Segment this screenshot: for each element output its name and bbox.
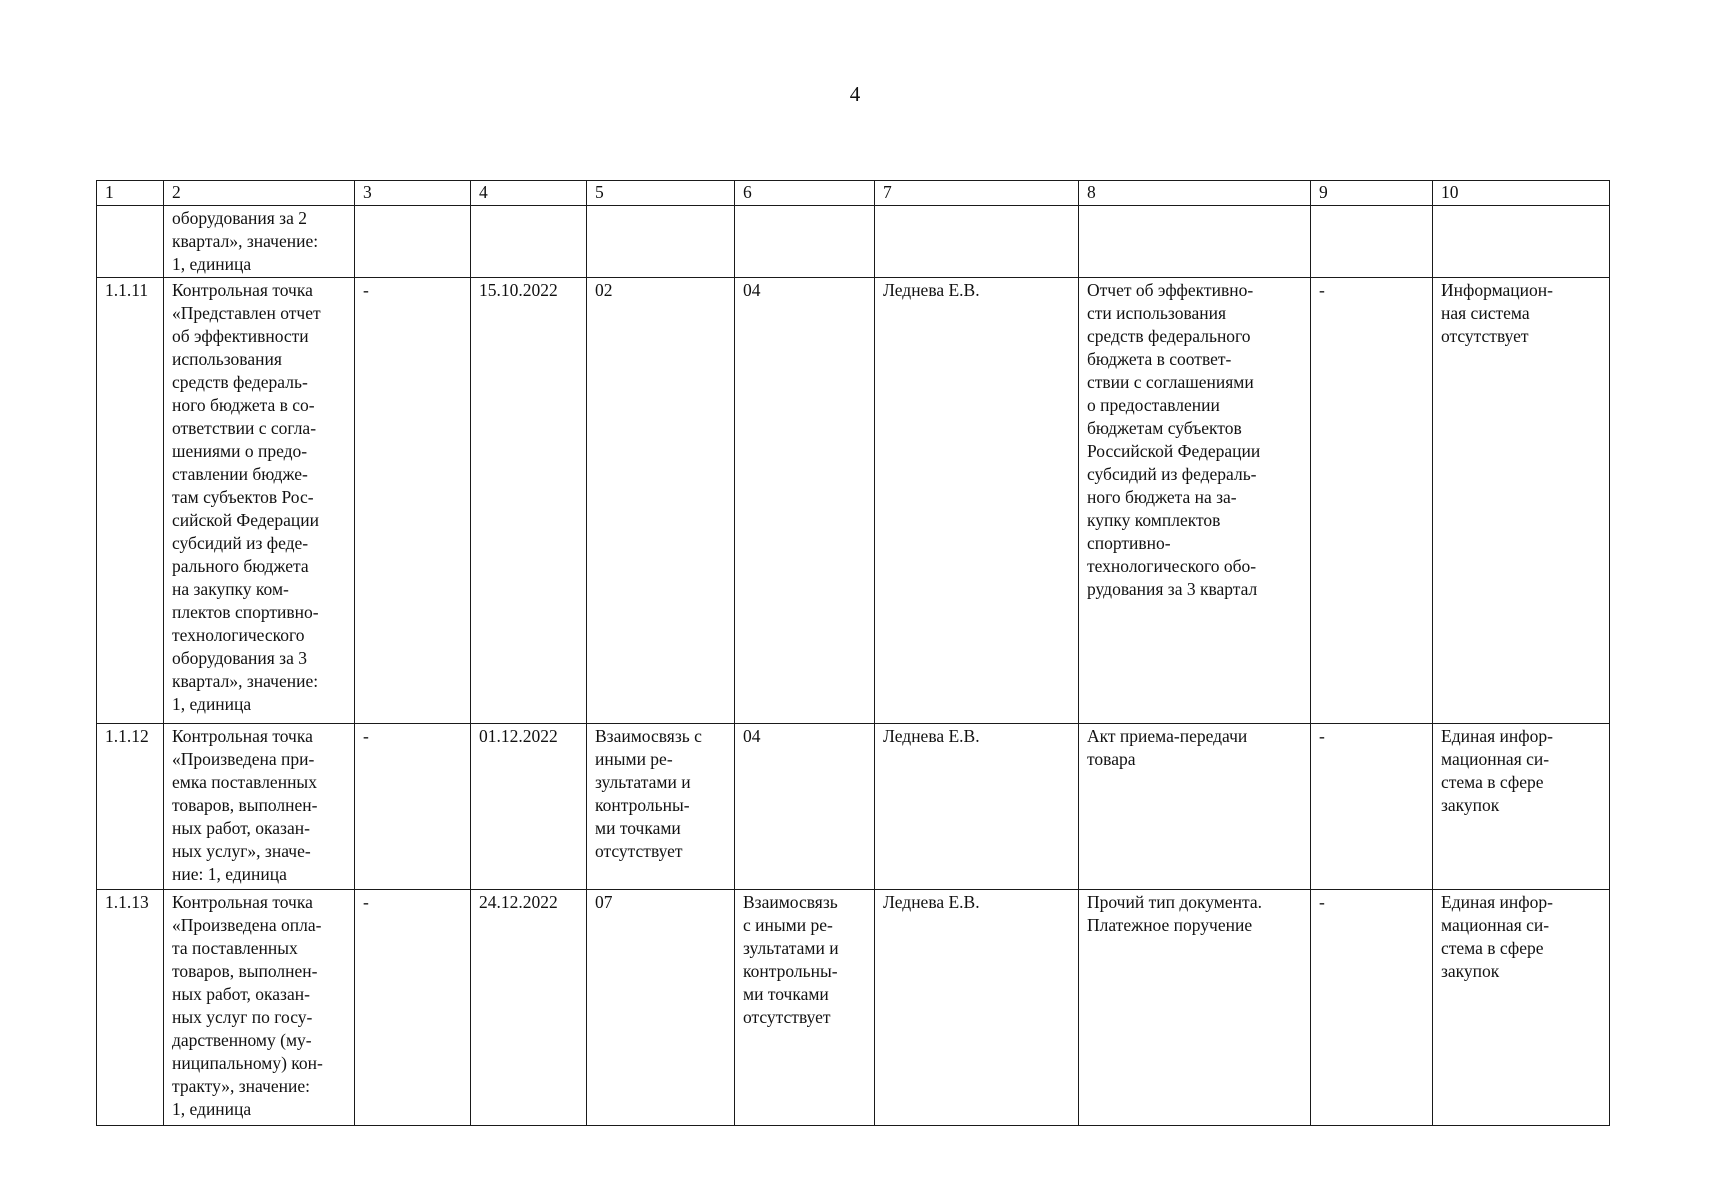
column-number: 8 <box>1079 181 1311 206</box>
cell-col5 <box>587 206 735 278</box>
control-point-name: Контрольная точка «Произведена при- емка поставленных товаров, выполнен- ных работ, оказан- ных услуг», значе- ние: 1, единица <box>164 724 355 890</box>
column-number: 6 <box>735 181 875 206</box>
control-points-table <box>96 180 1610 1126</box>
page-number: 4 <box>849 82 861 106</box>
cell-col6: Взаимосвязь с иными ре- зультатами и контрольны- ми точками отсутствует <box>735 890 875 1126</box>
cell-col5: 02 <box>587 278 735 724</box>
control-point-name: Контрольная точка «Представлен отчет об эффективности использования средств федераль- ного бюджета в со- ответствии с согла- шениями о предо- ставлении бюдже- там субъектов Рос- сийской Федерации субсидий из феде- рального бюджета на закупку ком- плектов спортивно- технологического оборудования за 3 квартал», значение: 1, единица <box>164 278 355 724</box>
document-type: Прочий тип документа. Платежное поручение <box>1079 890 1311 1126</box>
column-number: 9 <box>1311 181 1433 206</box>
row-number: 1.1.13 <box>97 890 164 1126</box>
cell-col3: - <box>355 278 471 724</box>
responsible-person <box>875 206 1079 278</box>
deadline-date: 24.12.2022 <box>471 890 587 1126</box>
column-number: 10 <box>1433 181 1610 206</box>
column-number: 1 <box>97 181 164 206</box>
information-system: Информацион- ная система отсутствует <box>1433 278 1610 724</box>
table-row <box>97 206 1610 278</box>
cell-col9 <box>1311 206 1433 278</box>
responsible-person: Леднева Е.В. <box>875 724 1079 890</box>
cell-col5: Взаимосвязь с иными ре- зультатами и контрольны- ми точками отсутствует <box>587 724 735 890</box>
table-row <box>97 278 1610 724</box>
deadline-date: 15.10.2022 <box>471 278 587 724</box>
column-number: 2 <box>164 181 355 206</box>
control-point-name: Контрольная точка «Произведена опла- та поставленных товаров, выполнен- ных работ, оказан- ных услуг по госу- дарственному (му- ниципальному) кон- тракту», значение: 1, единица <box>164 890 355 1126</box>
cell-col9: - <box>1311 890 1433 1126</box>
column-number: 4 <box>471 181 587 206</box>
information-system: Единая инфор- мационная си- стема в сфере закупок <box>1433 890 1610 1126</box>
cell-col5: 07 <box>587 890 735 1126</box>
column-number: 5 <box>587 181 735 206</box>
information-system: Единая инфор- мационная си- стема в сфере закупок <box>1433 724 1610 890</box>
deadline-date <box>471 206 587 278</box>
cell-col9: - <box>1311 278 1433 724</box>
table-row <box>97 890 1610 1126</box>
cell-col6: 04 <box>735 724 875 890</box>
column-number-row <box>97 181 1610 206</box>
responsible-person: Леднева Е.В. <box>875 278 1079 724</box>
cell-col3: - <box>355 724 471 890</box>
row-number <box>97 206 164 278</box>
table-row <box>97 724 1610 890</box>
document-type <box>1079 206 1311 278</box>
cell-col3 <box>355 206 471 278</box>
cell-col6 <box>735 206 875 278</box>
deadline-date: 01.12.2022 <box>471 724 587 890</box>
row-number: 1.1.11 <box>97 278 164 724</box>
document-type: Отчет об эффективно- сти использования средств федерального бюджета в соответ- ствии с соглашениями о предоставлении бюджетам субъектов Российской Федерации субсидий из федераль- ного бюджета на за- купку комплектов спортивно- технологического обо- рудования за 3 квартал <box>1079 278 1311 724</box>
column-number: 3 <box>355 181 471 206</box>
document-type: Акт приема-передачи товара <box>1079 724 1311 890</box>
cell-col3: - <box>355 890 471 1126</box>
information-system <box>1433 206 1610 278</box>
column-number: 7 <box>875 181 1079 206</box>
cell-col6: 04 <box>735 278 875 724</box>
row-number: 1.1.12 <box>97 724 164 890</box>
cell-col9: - <box>1311 724 1433 890</box>
control-point-name: оборудования за 2 квартал», значение: 1, единица <box>164 206 355 278</box>
responsible-person: Леднева Е.В. <box>875 890 1079 1126</box>
